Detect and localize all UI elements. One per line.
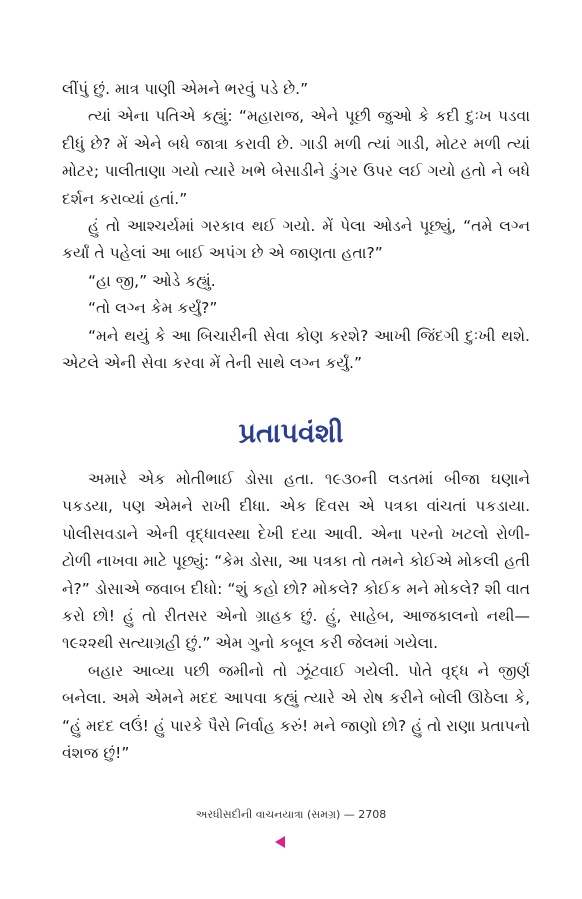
paragraph: “તો લગ્ન કેમ કર્યું?” [88, 299, 218, 318]
paragraph: હું તો આશ્ચર્યમાં ગરકાવ થઈ ગયો. મેં પેલા ઓડને પૂછ્યું, “તમે લગ્ન કર્યાં તે પહેલાં આ બાઈ અપંગ છે એ જાણતા હતા?” [62, 217, 530, 263]
section-title: પ્રતાપવંશી [238, 418, 344, 449]
previous-page-arrow-icon[interactable] [275, 836, 285, 848]
top-text-block [62, 76, 530, 377]
paragraph: અમારે એક મોતીભાઈ ડોસા હતા. ૧૯૩૦ની લડતમાં બીજા ઘણાને પકડયા, પણ એમને રાખી દીધા. એક દિવસ એ પત્રકા વાંચતાં પકડાયા. પોલીસવડાને એની વૃદ્ધાવસ્થા દેખી દયા આવી. એના પરનો ખટલો રોળી-ટોળી નાખવા માટે પૂછ્યું: “કેમ ડોસા, આ પત્રકા તો તમને કોઈએ મોકલી હતી ને?” ડોસાએ જવાબ દીધો: “શું કહો છો? મોકલે? કોઈક મને મોકલે? શી વાત કરો છો! હું તો રીતસર એનો ગ્રાહક છું. હું, સાહેબ, આજકાલનો નથી—૧૯૨૨થી સત્યાગ્રહી છું.” એમ ગુનો કબૂલ કરી જેલમાં ગયેલા. [62, 470, 530, 653]
bottom-text-block [62, 466, 530, 767]
paragraph: “હા જી,” ઓડે કહ્યું. [88, 271, 216, 290]
paragraph: ત્યાં એના પતિએ કહ્યું: “મહારાજ, એને પૂછી જુઓ કે કદી દુઃખ પડવા દીધું છે? મેં એને બધે જાત્રા કરાવી છે. ગાડી મળી ત્યાં ગાડી, મોટર મળી ત્યાં મોટર; પાલીતાણા ગયો ત્યારે ખભે બેસાડીને ડુંગર ઉપર લઈ ગયો હતો ને બધે દર્શન કરાવ્યાં હતાં.” [62, 107, 530, 208]
paragraph: બહાર આવ્યા પછી જમીનો તો ઝૂંટવાઈ ગયેલી. પોતે વૃદ્ધ ને જીર્ણ બનેલા. અમે એમને મદદ આપવા કહ્યું ત્યારે એ રોષ કરીને બોલી ઊઠેલા કે, “હું મદદ લઉં! હું પારકે પૈસે નિર્વાહ કરું! મને જાણો છો? હું તો રાણા પ્રતાપનો વંશજ છું!” [62, 661, 530, 763]
paragraph: લીંપું છું. માત્ર પાણી એમને ભરવું પડે છે.” [62, 80, 309, 98]
paragraph: “મને થયું કે આ બિચારીની સેવા કોણ કરશે? આખી જિંદગી દુઃખી થશે. એટલે એની સેવા કરવા મેં તેની સાથે લગ્ન કર્યું.” [62, 326, 530, 373]
page-footer: અરધીસદીની વાચનયાત્રા (સમગ્ર) — 2708 [195, 808, 387, 821]
